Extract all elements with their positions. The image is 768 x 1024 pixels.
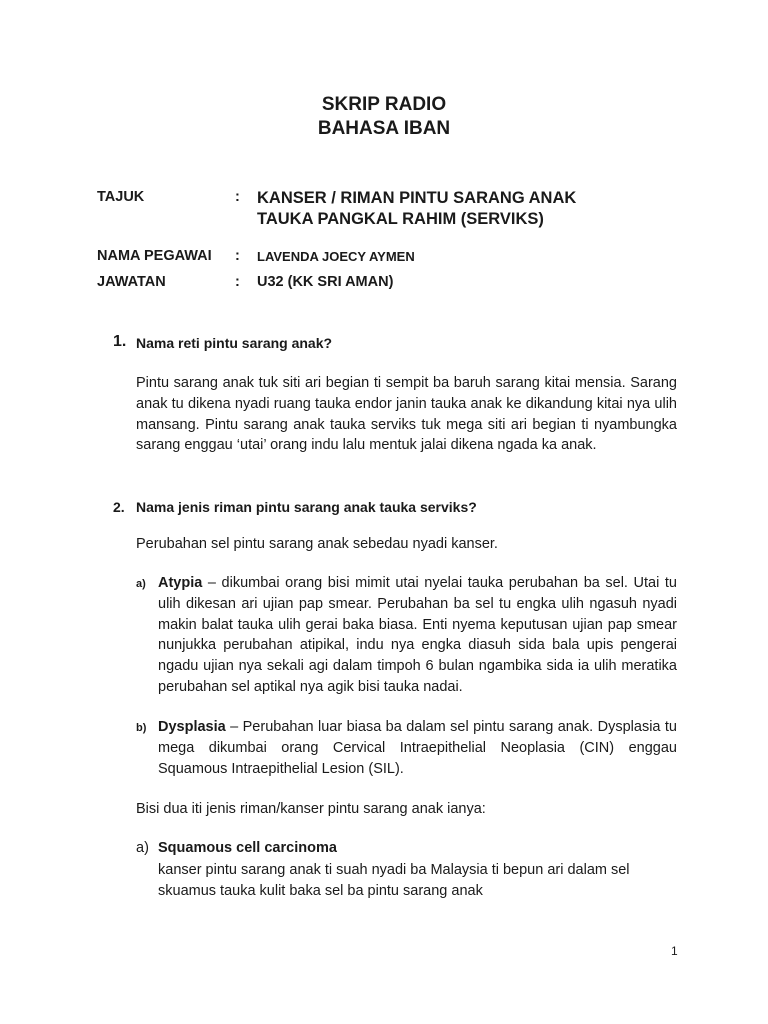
type-a-title: Squamous cell carcinoma <box>158 840 337 856</box>
section-1-question: Nama reti pintu sarang anak? <box>136 335 333 351</box>
document-title-line2: BAHASA IBAN <box>317 118 451 139</box>
subitem-a-body <box>158 573 677 698</box>
section-2-question: Nama jenis riman pintu sarang anak tauka serviks? <box>136 499 477 515</box>
subitem-a-text: – dikumbai orang bisi mimit utai nyelai tauka perubahan ba sel. Utai tu ulih dikesan ari ujian pap smear. Perubahan ba sel tu engka ulih ngasuh nyadi makin balat tauka ulih gerai baka biasa. Enti nyema keputusan ujian pap smear nunjukka perubahan atipikal, indu nya engka diasuh sida bala upis pengerai ngadu ujian nya sekali agi dalam timpoh 6 bulan ngambika sida ia ulih meratika perubahan sel aptikal nya agik bisi tauka nadai. <box>158 575 677 695</box>
subitem-b-body <box>158 717 677 779</box>
subitem-a-marker: a) <box>136 578 146 590</box>
jawatan-value: U32 (KK SRI AMAN) <box>257 274 394 290</box>
nama-pegawai-value: LAVENDA JOECY AYMEN <box>257 249 415 264</box>
section-2-intro: Perubahan sel pintu sarang anak sebedau nyadi kanser. <box>136 536 498 552</box>
section-2-number: 2. <box>113 499 125 515</box>
jawatan-colon: : <box>235 274 240 290</box>
document-title-line1: SKRIP RADIO <box>321 94 447 115</box>
tajuk-colon: : <box>235 189 240 205</box>
page-number: 1 <box>671 944 678 958</box>
types-intro: Bisi dua iti jenis riman/kanser pintu sarang anak ianya: <box>136 801 486 817</box>
type-a-body: kanser pintu sarang anak ti suah nyadi ba Malaysia ti bepun ari dalam sel skuamus tauka kulit baka sel ba pintu sarang anak <box>158 862 630 899</box>
section-1-number: 1. <box>113 333 127 350</box>
tajuk-value-line2: TAUKA PANGKAL RAHIM (SERVIKS) <box>257 210 544 228</box>
subitem-b-text: – Perubahan luar biasa ba dalam sel pintu sarang anak. Dysplasia tu mega dikumbai orang Cervical Intraepithelial Neoplasia (CIN) enggau Squamous Intraepithelial Lesion (SIL). <box>158 719 677 777</box>
type-a-marker: a) <box>136 840 149 856</box>
jawatan-label: JAWATAN <box>97 274 166 290</box>
section-1-answer: Pintu sarang anak tuk siti ari begian ti sempit ba baruh sarang kitai mensia. Sarang anak tu dikena nyadi ruang tauka endor janin tauka anak ke dikandung kitai nya ulih mansang. Pintu sarang anak tauka serviks tuk mega siti ari begian ti nyambungka sarang enggau ‘utai’ orang indu lalu mentuk jalai dikena ngada ka anak. <box>136 375 677 454</box>
nama-pegawai-colon: : <box>235 248 240 264</box>
subitem-b-marker: b) <box>136 722 147 734</box>
tajuk-label: TAJUK <box>97 189 145 205</box>
tajuk-value-line1: KANSER / RIMAN PINTU SARANG ANAK <box>257 189 577 207</box>
subitem-b-term: Dysplasia <box>158 719 226 735</box>
nama-pegawai-label: NAMA PEGAWAI <box>97 248 212 264</box>
subitem-a-term: Atypia <box>158 575 203 591</box>
